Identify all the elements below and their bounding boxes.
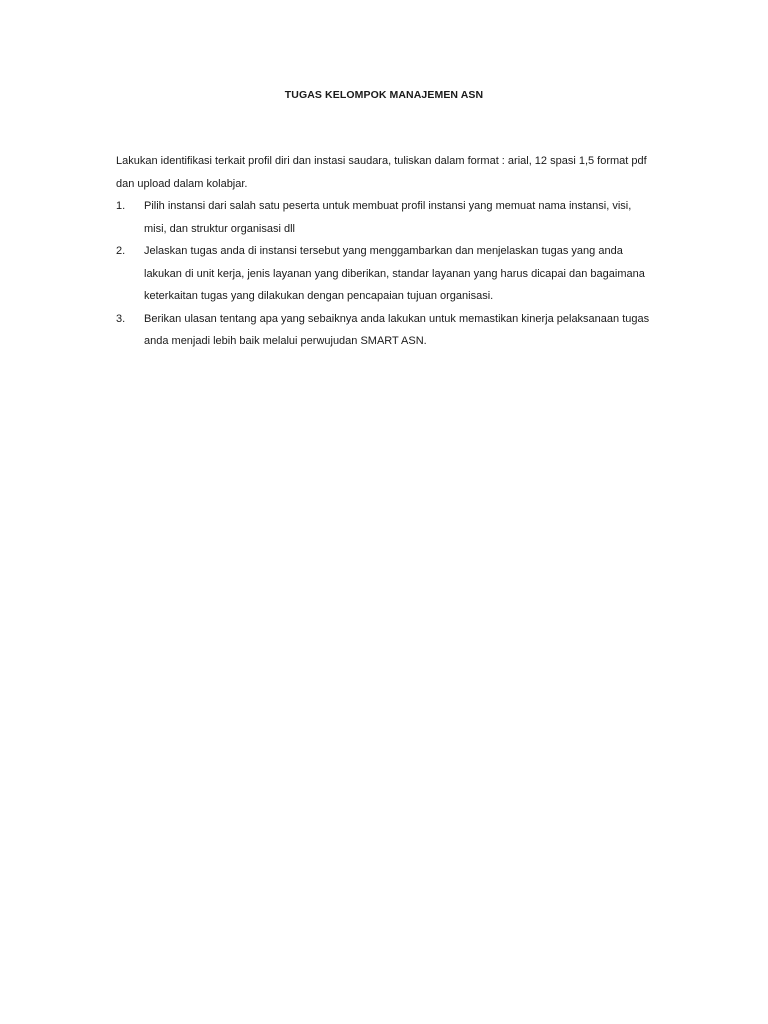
list-item (116, 240, 656, 308)
list-item-number: 1. (116, 200, 126, 212)
list-item (116, 195, 656, 240)
task-list (116, 195, 656, 353)
document-title: TUGAS KELOMPOK MANAJEMEN ASN (284, 89, 484, 101)
document-body (116, 150, 656, 353)
list-item-number: 3. (116, 312, 126, 325)
list-item-text: Jelaskan tugas anda di instansi tersebut yang menggambarkan dan menjelaskan tugas yang anda lakukan di unit kerja, jenis layanan yang diberikan, standar layanan yang harus dicapai dan bagaimana keterkaitan tugas yang dilakukan dengan pencapaian tujuan organisasi. (144, 245, 645, 302)
list-item-text: Berikan ulasan tentang apa yang sebaiknya anda lakukan untuk memastikan kinerja pelaksanaan tugas anda menjadi lebih baik melalui perwujudan SMART ASN. (144, 312, 650, 347)
intro-paragraph: Lakukan identifikasi terkait profil diri dan instasi saudara, tuliskan dalam format : arial, 12 spasi 1,5 format pdf dan upload dalam kolabjar. (116, 155, 647, 190)
list-item-number: 2. (116, 245, 126, 257)
list-item (116, 308, 656, 353)
list-item-text: Pilih instansi dari salah satu peserta untuk membuat profil instansi yang memuat nama instansi, visi, misi, dan struktur organisasi dll (144, 200, 632, 235)
